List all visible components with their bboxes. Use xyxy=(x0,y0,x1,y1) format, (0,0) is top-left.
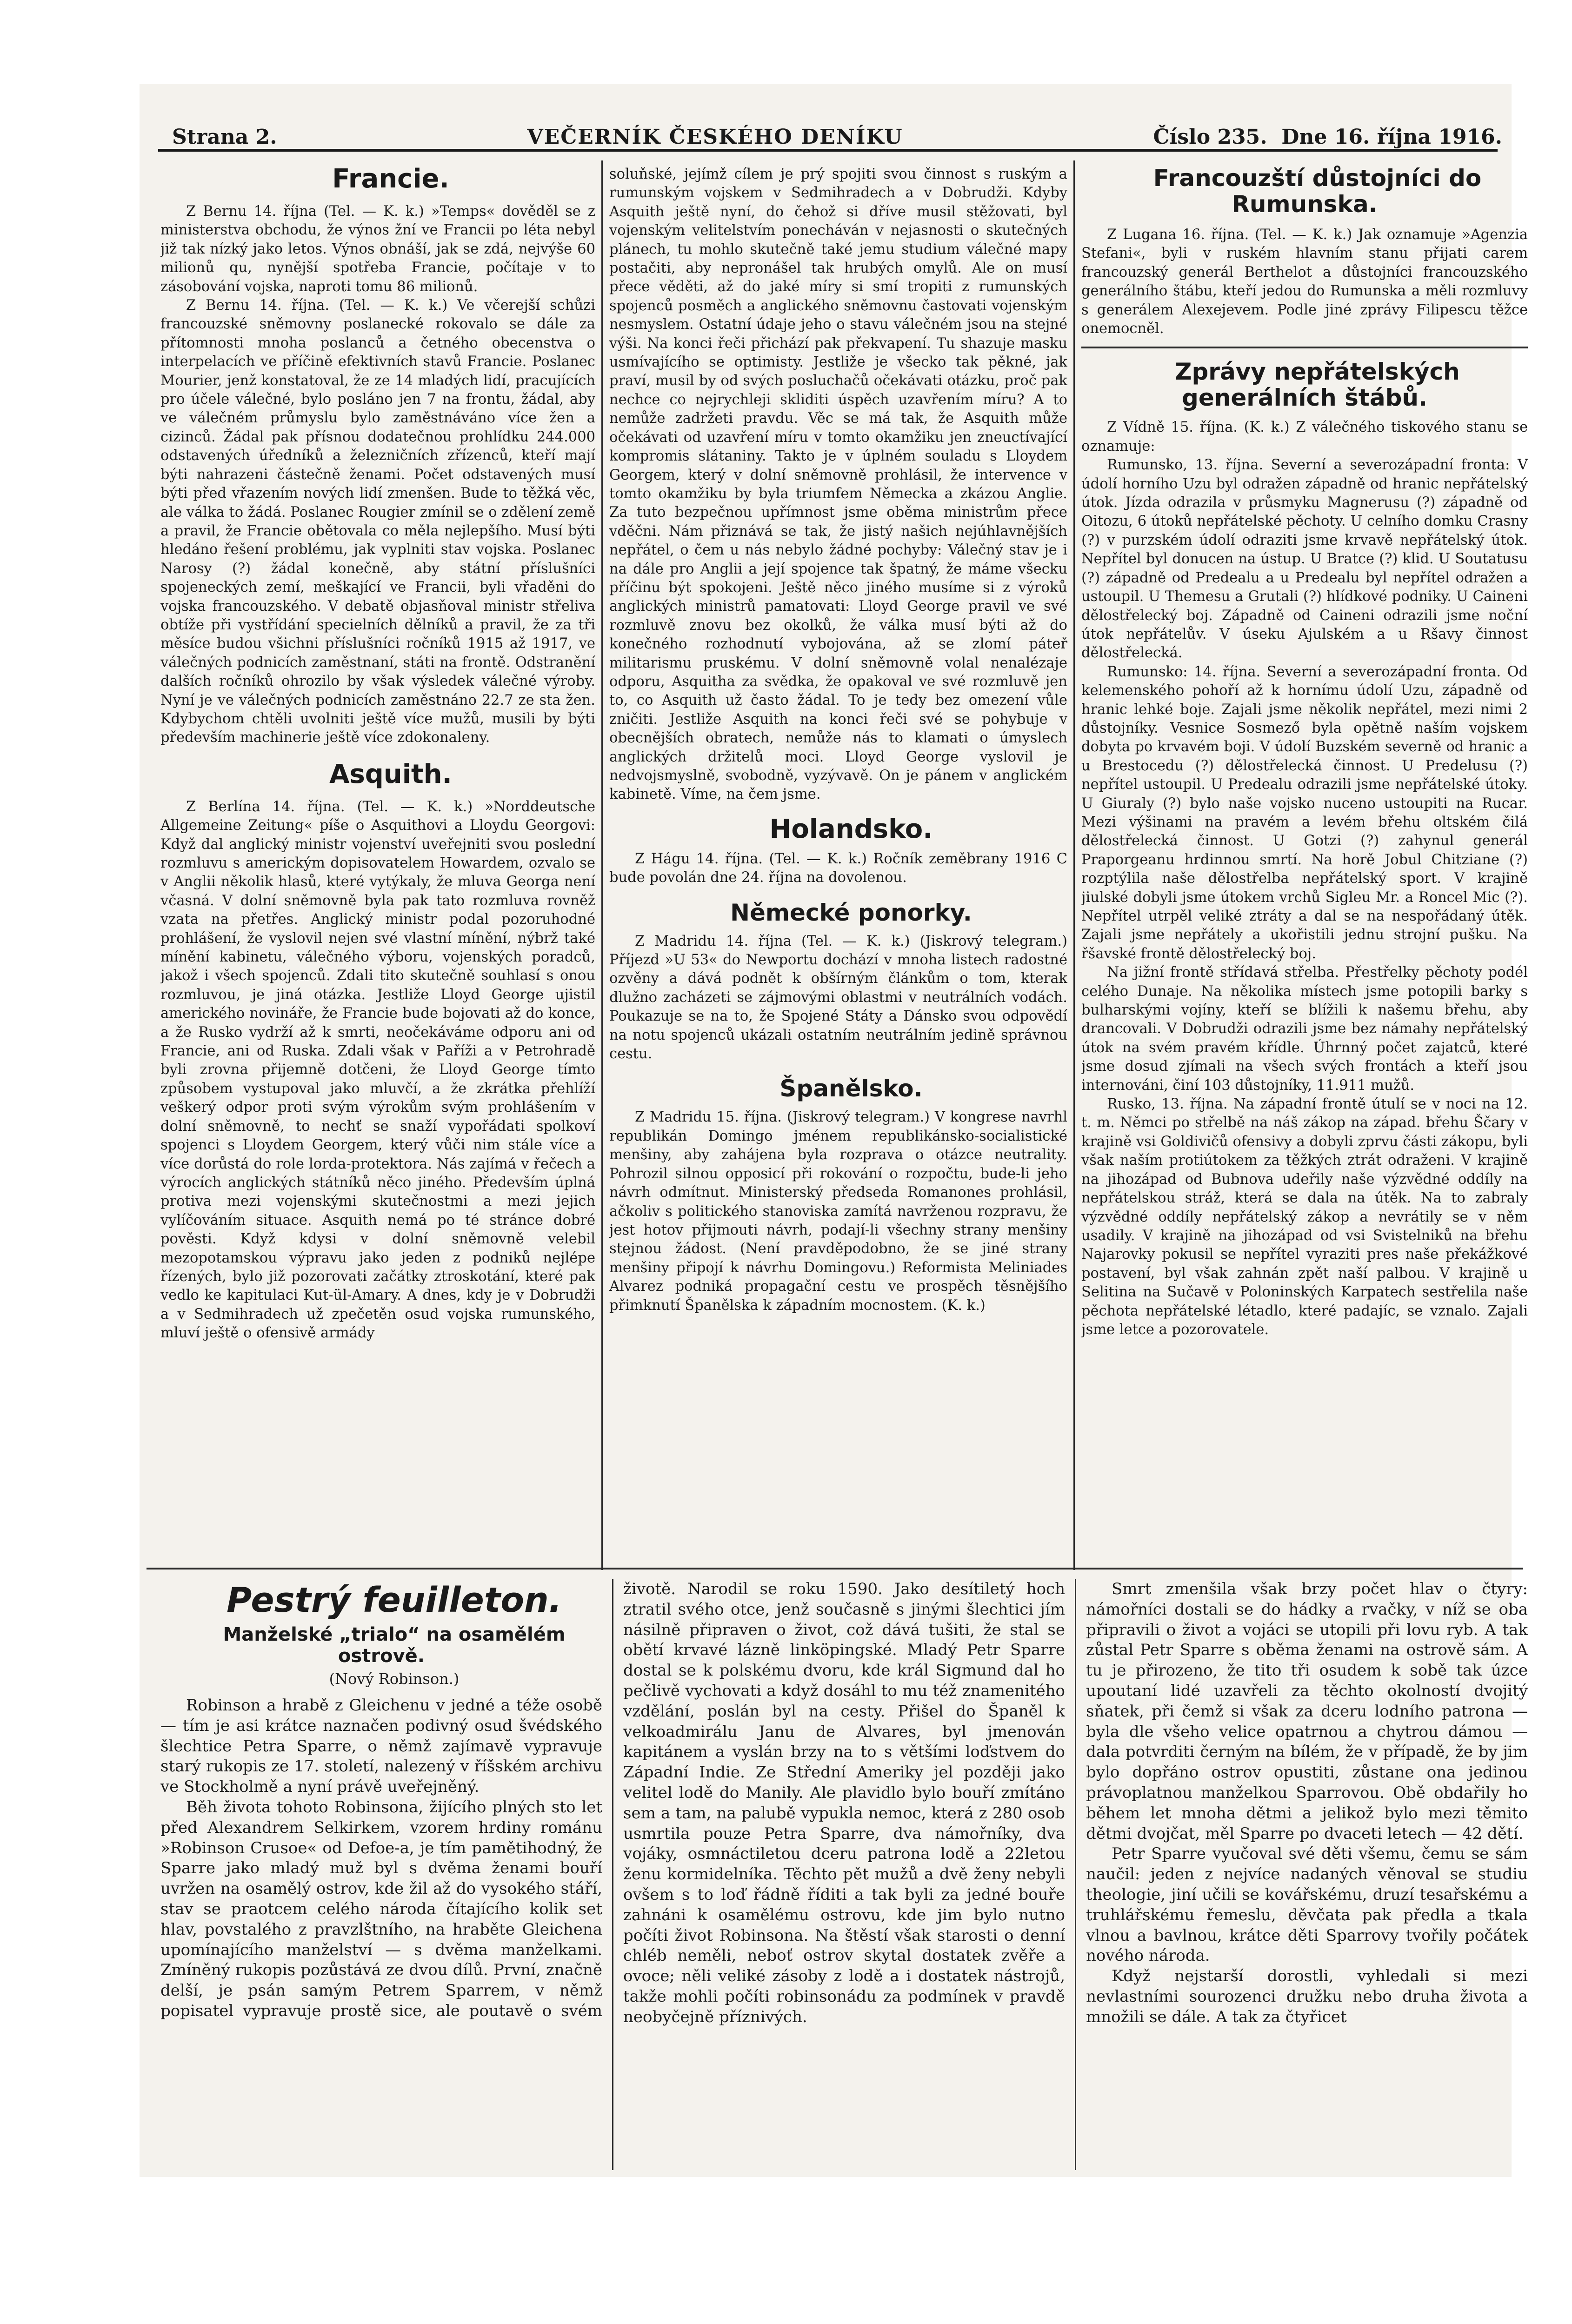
article-spanelsko: Z Madridu 15. října. (Jiskrový telegram.) V kongrese navrhl republikán Domingo jménem republikánsko-socialistické menšiny, aby zahájena byla rozprava o otázce neutrality. Pohrozil silnou opposicí při rokování o rozpočtu, bude-li jeho návrh odmítnut. Ministerský předseda Romanones prohlásil, ačkoliv s politického stanoviska zamítá navrženou rozpravu, že jest hotov přijmouti návrh, podají-li všechny strany menšiny stejnou žádost. (Není pravděpodobno, že se jiné strany menšiny připojí k návrhu Domingovu.) Reformista Meliniades Alvarez podniká propagační cestu ve prospěch těsnějšího přimknutí Španělska k západním mocnostem. (K. k.) xyxy=(609,1109,1067,1314)
heading-dustojnici: Francouzští důstojníci do Rumunska. xyxy=(1153,165,1482,218)
feuilleton-paragraph: Petr Sparre vyučoval své děti všemu, čemu se sám naučil: jeden z nejvíce nadaných věnoval se studiu theologie, jiní učili se kovářskému, druzí tesařskému a truhlářskému řemeslu, děvčata pak předla a tkala vlnou a bavlnou, krátce děti Sparrovy tvořily počátek nového národa. xyxy=(1086,1844,1528,1965)
heading-spanelsko: Španělsko. xyxy=(779,1075,923,1102)
column-2 xyxy=(609,165,1067,1565)
article-holandsko: Z Hágu 14. října. (Tel. — K. k.) Ročník zeměbrany 1916 C bude povolán dne 24. října na dovolenou. xyxy=(609,850,1067,886)
article-asquith: Z Berlína 14. října. (Tel. — K. k.) »Norddeutsche Allgemeine Zeitung« píše o Asquithovi a Lloydu Georgovi: Když dal anglický ministr vojenství uveřejniti svou poslední rozmluvu s americkým dopisovatelem Howardem, ozvalo se v Anglii několik hlasů, které vytýkaly, že mluva Georga není včasná. V dolní sněmovně byla pak tato rozmluva rovněž vzata na přetřes. Anglický ministr podal pozoruhodné prohlášení, že vyslovil nejen své vlastní mínění, nýbrž také mínění kabinetu, válečného výboru, vojenských poradců, jakož i všech spojenců. Zdali tito skutečně souhlasí s onou rozmluvou, je jiná otázka. Jestliže Lloyd George ujistil amerického novináře, že Francie bude bojovati až do konce, a že Rusko vydrží až k smrti, neočekáváme odporu ani od Francie, ani od Ruska. Zdali však v Paříži a v Petrohradě byli zrovna přijemně dotčeni, že Lloyd George tímto způsobem vystupoval jako mluvčí, a že zkrátka přehlíží veškerý odpor proti svým výrokům svým prohlášením v dolní sněmovně, to nechť se snaží vypořádati spolkoví spojenci s Lloydem Georgem, který vůči nim stále více a více dorůstá do role lorda-protektora. Nás zajímá v řečech a výrocích anglických státníků něco jiného. Především úplná protiva mezi vojenskými skutečnostmi a mezi jejich vylíčováním situace. Asquith nemá po té stránce dobré pověsti. Když kdysi v dolní sněmovně velebil mezopotamskou výpravu jako jeden z podniků nejlépe řízených, bylo již pozorovati začátky ztroskotání, které pak vedlo ke kapitulaci Kut-ül-Amary. A dnes, kdy je v Dobrudži a v Sedmihradech už zpečetěn osud vojska rumunského, mluví ještě o ofensivě armády xyxy=(160,798,595,1342)
column-1 xyxy=(160,165,595,1561)
article-zpravy-2: Rumunsko: 14. října. Severní a severozápadní fronta. Od kelemenského pohoří až k hornímu údolí Uzu, západně od hranic lehké boje. Zajali jsme několik nepřátel, mezi nimi 2 důstojníky. Vesnice Sosmező byla opětně naším vojskem dobyta po krvavém boji. V údolí Buzském severně od hranic a u Brestocedu (?) dělostřelecká činnost. U Predelusu (?) nepřítel ustoupil. U Predealu odrazili jsme nepřátelské útoky. U Giuraly (?) bylo naše vojsko nuceno ustoupiti na Rucar. Mezi výšinami na pravém a levém břehu oltském čilá dělostřelecká činnost. U Gotzi (?) zahynul generál Praporgeanu hrdinnou smrtí. Na horě Jobul Chitziane (?) rozptýlila naše dělostřelba nepřátelský sport. V krajině jiulské dobyli jsme útokem vrchů Sigleu Mr. a Roncel Mic (?). Nepřítel utrpěl veliké ztráty a dal se na nespořádaný útěk. Zajali jsme nepřátely a ukořistili jednu strojní pušku. Na řšavské frontě dělostřelecký boj. xyxy=(1081,663,1528,962)
column-3 xyxy=(1081,165,1528,1565)
masthead: VEČERNÍK ČESKÉHO DENÍKU xyxy=(527,125,903,149)
article-zpravy-1: Rumunsko, 13. října. Severní a severozápadní fronta: V údolí horního Uzu byl odražen západně od hranic nepřátelský útok. Jízda odrazila v průsmyku Magnerusu (?) západně od Oitozu, 6 útoků nepřátelské pěchoty. U celního domku Crasny (?) v purzském údolí odraziti jsme krvavě nepřátelský útok. Nepřítel byl donucen na ústup. U Bratce (?) klid. U Soutatusu (?) západně od Predealu a u Predealu byl nepřítel odražen a ustoupil. U Themesu a Grutali (?) hlídkové podniky. U Caineni dělostřelecký boj. Západně od Caineni odrazili jsme noční útok nepřátelův. V úseku Ajulském a u Ršavy činnost dělostřelecká. xyxy=(1081,457,1528,661)
article-dustojnici: Z Lugana 16. října. (Tel. — K. k.) Jak oznamuje »Agenzia Stefani«, byli v ruském hlavním stanu přijati carem francouzský generál Berthelot a důstojníci francouzského generálního štábu, kteří jedou do Rumunska a měli rozmluvy s generálem Alexejevem. Podle jiné zprávy Filipescu těžce onemocněl. xyxy=(1081,227,1528,337)
feuilleton-subtitle: Manželské „trialo“ na osamělém ostrově. xyxy=(223,1624,566,1667)
heading-zpravy: Zprávy nepřátelských generálních štábů. xyxy=(1175,358,1460,412)
column-divider xyxy=(601,160,603,1570)
article-zpravy-4: Rusko, 13. října. Na západní frontě útulí se v noci na 12. t. m. Němci po střelbě na náš zákop na západ. břehu Ščary v krajině vsi Goldivičů ofensivy a dobyli zprvu části zákopu, byli však naším protiútokem za těžkých ztrát odraženi. V krajině na jihozápad od Bubnova udeřily naše výzvědné oddíly na nepřátelskou stráž, která se dala na útěk. Na to zabraly výzvědné oddíly nepřátelský zákop a nevrátily se v něm usadily. V krajině na jihozápad od vsi Svistelniků na břehu Najarovky pokusil se nepřítel vyraziti pres naše překážkové postavení, byl však zahnán zpět naší palbou. V krajině u Selitina na Sučavě v Poloninských Karpatech sestřelila naše pěchota nepřátelské létadlo, které padajíc, se vznalo. Zajali jsme letce a pozorovatele. xyxy=(1081,1096,1528,1338)
heading-asquith: Asquith. xyxy=(329,759,452,789)
page-header xyxy=(172,116,1502,149)
feuilleton-paragraph: Když nejstarší dorostli, vyhledali si mezi nevlastními sourozenci družku nebo druha života a množili se dále. A tak za čtyřicet xyxy=(1086,1967,1528,2026)
article-zpravy-intro: Z Vídně 15. října. (K. k.) Z válečného tiskového stanu se oznamuje: xyxy=(1081,419,1528,454)
article-francie-1: Z Bernu 14. října (Tel. — K. k.) »Temps« dověděl se z ministerstva obchodu, že výnos žní ve Francii po léta nebyl již tak nízký jako letos. Výnos obnáší, jak se zdá, nejvýše 60 milionů qu, nynější spotřeba Francie, počítaje v to zásobování vojska, naproti tomu 86 milionů. xyxy=(160,203,595,295)
feuilleton-author: (Nový Robinson.) xyxy=(329,1670,460,1688)
feuilleton-title: Pestrý feuilleton. xyxy=(226,1580,562,1620)
feuilleton xyxy=(160,1579,1528,2170)
article-francie-2: Z Bernu 14. října. (Tel. — K. k.) Ve včerejší schůzi francouzské sněmovny poslanecké rokovalo se dále za přítomnosti mnoha poslanců a četného obecenstva o interpelacích ve příčině efektivních stavů Francie. Poslanec Mourier, jenž konstatoval, že ze 14 mladých lidí, pracujících pro účele válečné, bylo posláno jen 7 na frontu, žádal, aby ve válečném průmyslu bylo zaměstnáváno více žen a cizinců. Žádal pak přísnou dodatečnou prohlídku 244.000 odstavených úředníků a železničních zřízenců, kteří mají býti nahrazeni částečně ženami. Počet odstavených musí býti před vřazením nových lidí zmenšen. Bude to těžká věc, ale válka to žádá. Poslanec Rougier zmínil se o zdělení země a pravil, že Francie obětovala co měla nejlepšího. Musí býti hledáno řešení problému, jak vyplniti stav vojska. Poslanec Narosy (?) žádal konečně, aby státní příslušníci spojeneckých zemí, meškající ve Francii, byli vřaděni do vojska francouzského. V debatě objasňoval ministr střeliva obtíže při vystřídání specielních dělníků a pravil, že za tři měsíce budou všichni příslušníci ročníků 1915 až 1917, ve válečných podnicích zaměstnaní, státi na frontě. Odstranění dalších ročníků ohrozilo by však výsledek válečné výroby. Nyní je ve válečných podnicích zaměstnáno 22.7 ze sta žen. Kdybychom chtěli uvolniti ještě více mužů, musili by býti především machinerie ještě více zdokonaleny. xyxy=(160,297,595,746)
feuilleton-paragraph: Běh života tohoto Robinsona, žijícího plných sto let před Alexandrem Selkirkem, vzorem hrdiny románu »Robinson Crusoe« od Defoe-a, je tím pamětihodný, že Sparre jako mladý muž byl s dvěma ženami bouří uvržen na osamělý ostrov, kde žil až do vysokého stáří, stav se praotcem celého národa čítajícího kolik set hlav, povstalého z pravzlštního, na hraběte Gleichena upomínajícího manželství — s dvěma manželkami. Zmíněný rukopis pozůstává ze dvou dílů. První, značně delší, je psán samým Petrem Sparrem, v němž popisatel vypravuje prostě sice, ale poutavě o svém životě. Narodil se roku 1590. Jako desítiletý hoch ztratil svého otce, jenž současně s jinými šlechtici jím násilně připraven o život, což dává tušiti, že stal se obětí krvavé lázně linköpingské. Mladý Petr Sparre dostal se k polskému dvoru, kde král Sigmund dal ho pečlivě vychovati a když dosáhl to mu též znamenitého vzdělání, poslán byl na cesty. Přišel do Španěl k velkoadmirálu Janu de Alvares, byl jmenován kapitánem a vyslán brzy na to s většími loďstvem do Západní Indie. Ze Střední Ameriky jel později jako velitel lodě do Manily. Ale plavidlo bylo bouří zmítáno sem a tam, na palubě vypukla nemoc, která z 280 osob usmrtila pouze Petra Sparre, dva námořníky, dva vojáky, osmnáctiletou dceru patrona lodě a 22letou ženu kormidelníka. Těchto pět mužů a dvě ženy nebyli ovšem s to loď řádně říditi a tak byli za jedné bouře zahnáni k osamělému ostrovu, kde jim bylo nutno počíti život Robinsona. Na štěstí však starosti o denní chléb neměli, neboť ostrov skytal dostatek zvěře a ovoce; něli veliké zásoby z lodě a i dostatek nástrojů, takže mohli počíti robinsonádu za podmínek v pravdě neobyčejně příznivých. xyxy=(160,1580,1065,2026)
feuilleton-paragraph: Robinson a hrabě z Gleichenu v jedné a téže osobě — tím je asi krátce naznačen podivný osud švédského šlechtice Petra Sparre, o němž zajímavě vypravuje starý rukopis ze 17. století, nalezený v říšském archivu ve Stockholmě a nyní právě uveřejněný. xyxy=(160,1696,602,1796)
feuilleton-rule xyxy=(147,1568,1523,1569)
article-asquith-cont: soluňské, jejímž cílem je prý spojiti svou činnost s ruským a rumunským vojskem v Sedmihradech a v Dobrudži. Kdyby Asquith ještě nyní, do čehož si dříve musil stěžovati, byl vojenským velitelstvím ponecháván v nejasnosti o skutečných plánech, tu mohlo skutečně také jemu studium válečné mapy postačiti, aby nepronášel tak hrubých omylů. Ale on musí přece věděti, až do jaké míry si smí tropiti z rumunských spojenců posměch a anglického sněmovnu častovati vojenským nesmyslem. Ostatní údaje jeho o stavu válečném jsou na stejné výši. Na konci řeči přichází pak překvapení. Tu shazuje masku usmívajícího se optimisty. Jestliže je všecko tak pěkné, jak praví, musil by od svých posluchačů očekávati otázku, proč pak nechce co nejrychleji skliditi úspěch uzavřením míru? A to nemůže zadržeti pravdu. Věc se má tak, že Asquith může očekávati od uzavření míru v tomto okamžiku jen zneuctívající kompromis slátaniny. Takto je v úplném souladu s Lloydem Georgem, který v dolní sněmovně prohlásil, že intervence v tomto okamžiku by byla triumfem Německa a zkázou Anglie. Za tuto bezpečnou upřímnost jsme oběma ministrům přece vděčni. Nám přiznává se tak, že jistý našich nejúhlavnějších nepřátel, o čem u nás nebylo žádné pochyby: Válečný stav je i na dále pro Anglii a její spojence tak špatný, že máme všecku příčinu být spokojeni. Ještě něco jiného musíme si z výroků anglických ministrů pamatovati: Lloyd George pravil ve své rozmluvě znovu bez okolků, že válka musí býti až do konečného rozhodnutí vybojována, až se zlomí páteř militarismu pruskému. V dolní sněmovně volal nenalézaje odporu, Asquitha za svědka, že opakoval ve své rozmluvě jen to, co Asquith už často žádal. To je tedy bez omezení vůle zničiti. Jestliže Asquith na konci řeči své se pohybuje v obecnějších obratech, nemůže nás to klamati o úmyslech anglických držitelů moci. Lloyd George vyslovil je nedvojsmyslně, svobodně, vyzývavě. On je pánem v anglickém kabinetě. Víme, na čem jsme. xyxy=(609,166,1067,803)
feuilleton-paragraph: Smrt zmenšila však brzy počet hlav o čtyry: námořníci dostali se do hádky a rvačky, v níž se oba připravili o život a vojáci se utopili při lovu ryb. A tak zůstal Petr Sparre s oběma ženami na ostrově sám. A tu je přirozeno, že tito tři osudem k sobě tak úzce upoutaní lidé uzavřeli za těchto okolností dvojitý sňatek, při čemž si však za dceru lodního patrona — byla dle všeho velice opatrnou a chytrou dámou — dala potvrditi černým na bílém, že v případě, že by jim bylo dopřáno ostrov opustiti, zůstane ona jedinou právoplatnou manželkou Sparrovou. Obě obdařily ho během let mnoha dětmi a jelikož bylo mezi těmito dětmi dvojčat, měl Sparre po dvaceti letech — 42 dětí. xyxy=(1086,1580,1528,1843)
article-ponorky: Z Madridu 14. října (Tel. — K. k.) (Jiskrový telegram.) Příjezd »U 53« do Newportu dochází v mnoha listech radostné ozvěny a dává podnět k obšírným článkům o tom, kterak dlužno zacházeti se zájmovými oblastmi v neutrálních vodách. Poukazuje se na to, že Spojené Státy a Dánsko svou odpovědí na notu spojenců ukázali ostatním neutrálním jedině správnou cestu. xyxy=(609,933,1067,1062)
column-divider xyxy=(1073,160,1075,1570)
section-rule xyxy=(1081,347,1528,348)
page-number: Strana 2. xyxy=(172,125,277,149)
heading-holandsko: Holandsko. xyxy=(769,814,933,844)
issue-date: Číslo 235. Dne 16. října 1916. xyxy=(1153,125,1502,149)
article-zpravy-3: Na jižní frontě střídavá střelba. Přestřelky pěchoty podél celého Dunaje. Na několika místech jsme potopili barky s bulharskými vojíny, kteří se blížili k našemu břehu, aby drancovali. V Dobrudži odrazili jsme bez námahy nepřátelský útok na svém pravém křídle. Úhrnný počet zajatců, které jsme dosud zjímali na všech svých frontách a kteří jsou internováni, činí 103 důstojníky, 11.911 mužů. xyxy=(1081,964,1528,1094)
heading-ponorky: Německé ponorky. xyxy=(730,899,972,926)
heading-francie: Francie. xyxy=(332,165,449,194)
header-rule xyxy=(158,149,1498,152)
